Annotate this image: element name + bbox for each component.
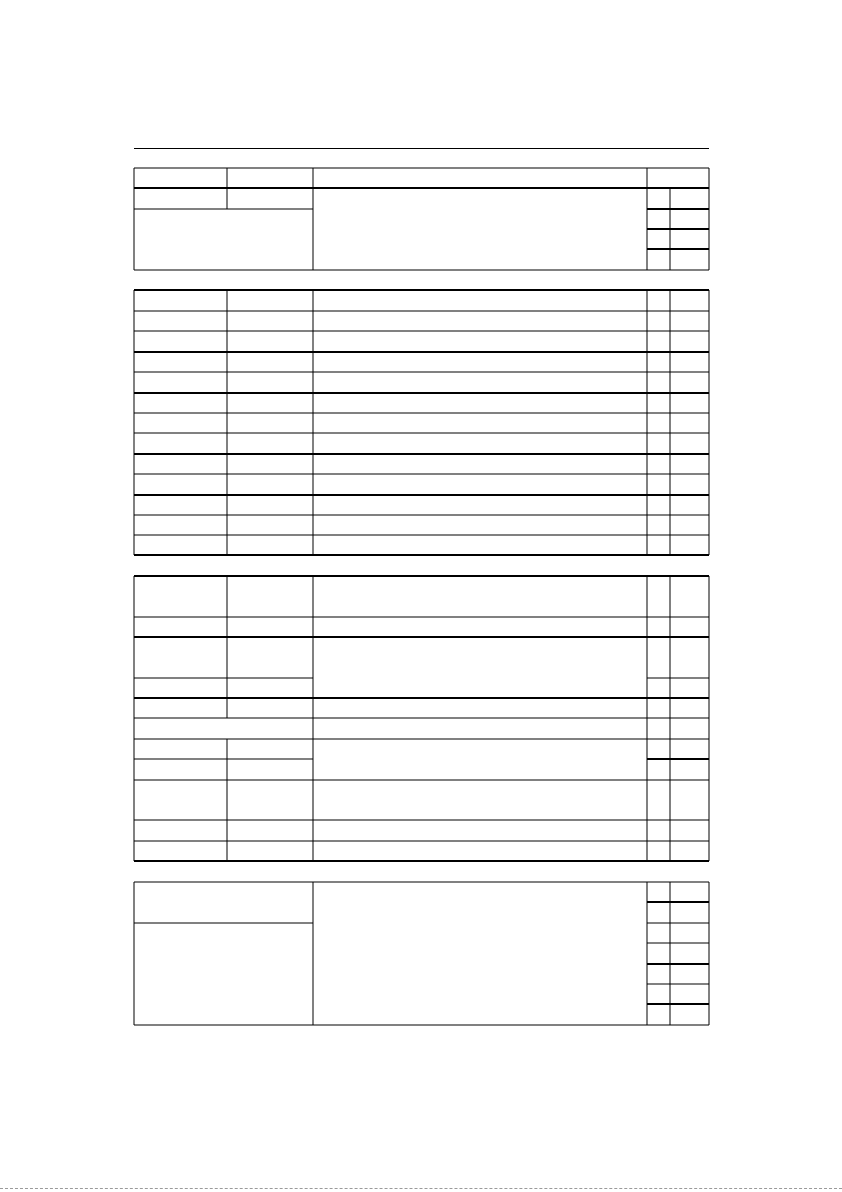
mixed-block <box>134 576 709 861</box>
page-edge-mark <box>0 1188 842 1189</box>
footer-block <box>134 882 709 1025</box>
header-block <box>134 168 709 270</box>
rows-block <box>134 290 709 555</box>
